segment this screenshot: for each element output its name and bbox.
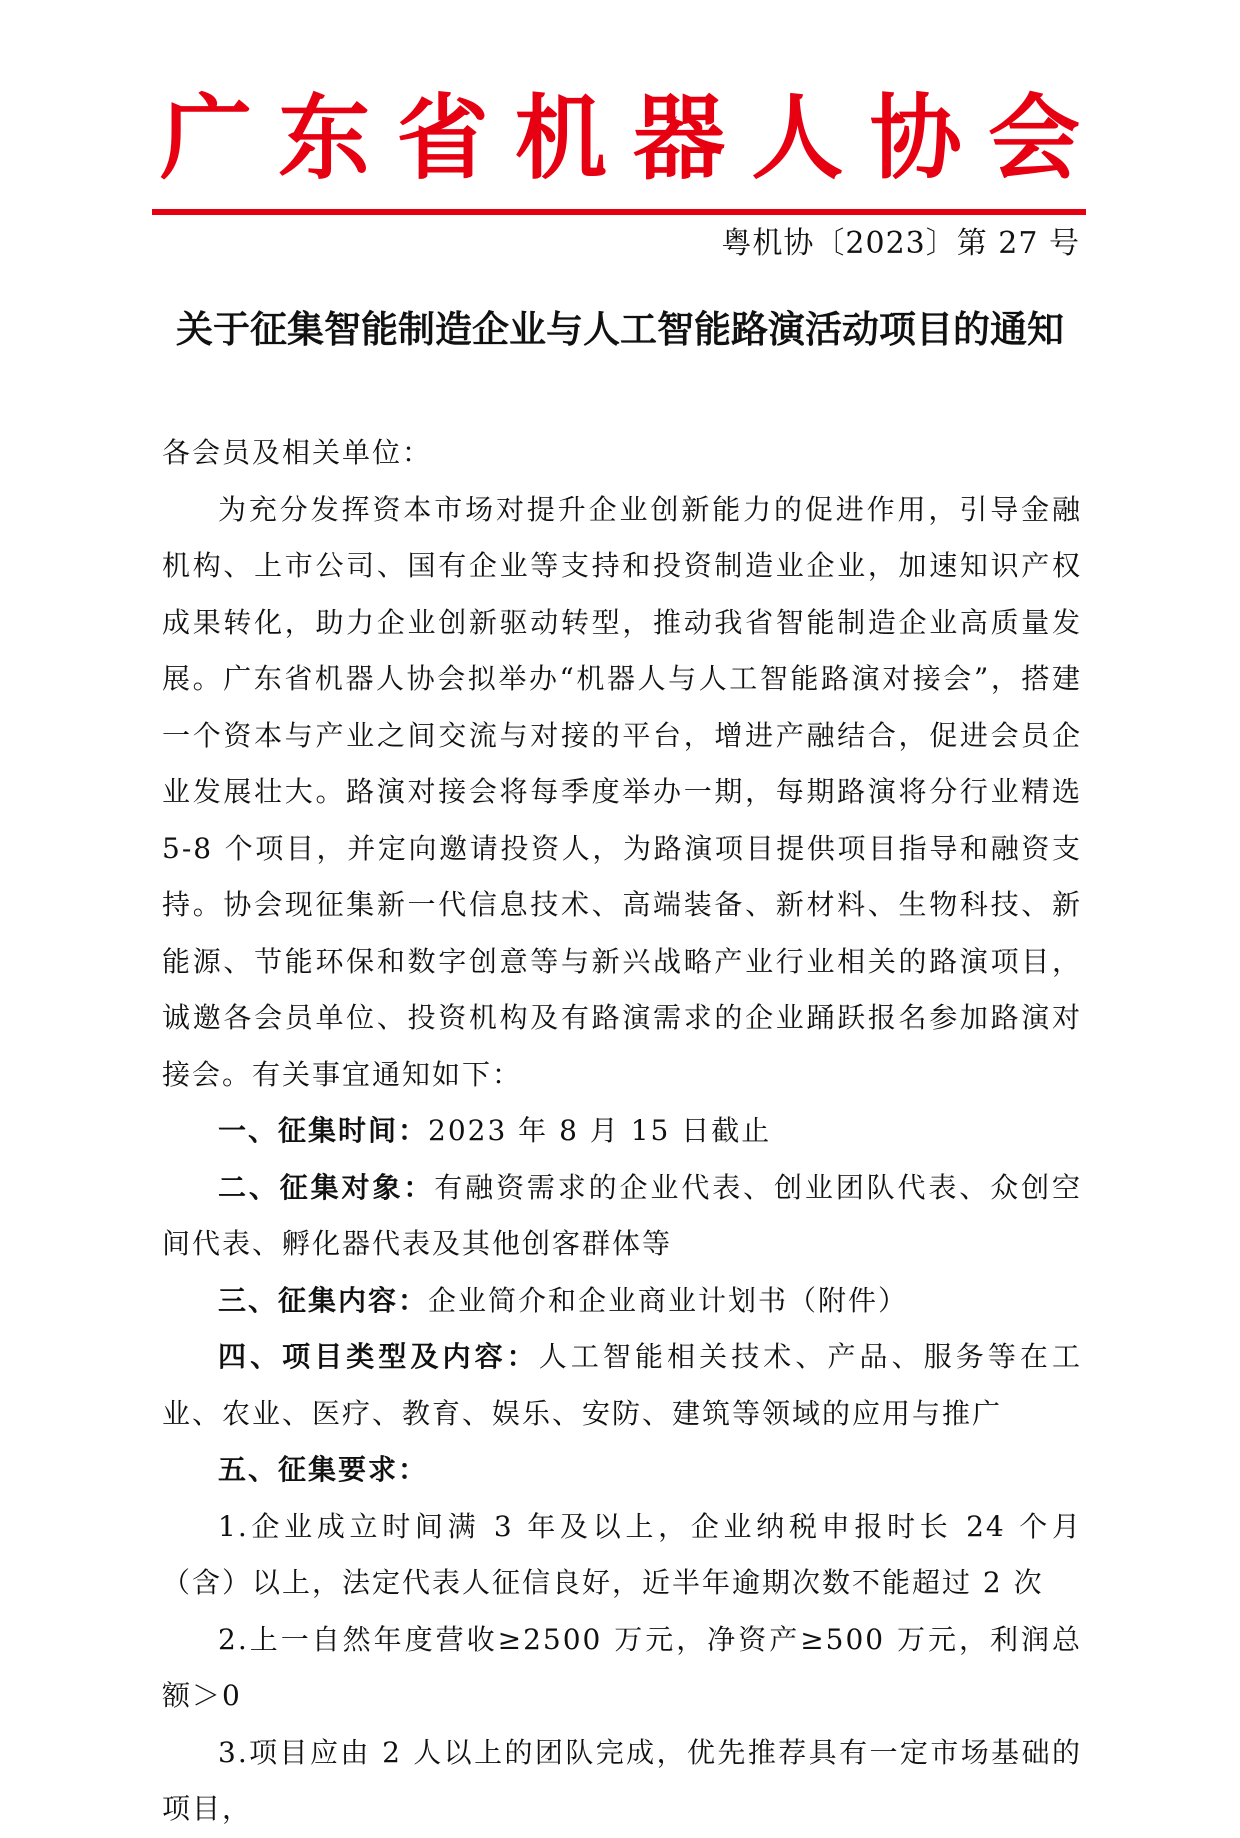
section-label: 三、征集内容： xyxy=(218,1283,429,1317)
letterhead-char: 广 xyxy=(160,85,253,192)
requirement-item: 2.上一自然年度营收≥2500 万元，净资产≥500 万元，利润总额＞0 xyxy=(162,1622,1082,1712)
section-label: 五、征集要求： xyxy=(218,1453,429,1486)
letterhead-char: 东 xyxy=(278,85,371,192)
section-label: 四、项目类型及内容： xyxy=(218,1340,539,1373)
requirement-item: 1.企业成立时间满 3 年及以上，企业纳税申报时长 24 个月（含）以上，法定代表人征信良好，近半年逾期次数不能超过 2 次 xyxy=(162,1509,1082,1599)
section-collection-content xyxy=(162,1273,1082,1330)
section-text: 2023 年 8 月 15 日截止 xyxy=(428,1114,772,1147)
letterhead-divider xyxy=(152,209,1086,215)
requirement-item: 3.项目应由 2 人以上的团队完成，优先推荐具有一定市场基础的项目， xyxy=(162,1735,1082,1825)
letterhead-char: 协 xyxy=(869,85,962,192)
salutation: 各会员及相关单位： xyxy=(162,436,433,469)
letterhead-char: 人 xyxy=(751,85,844,192)
section-project-type xyxy=(162,1329,1082,1442)
letterhead-title xyxy=(160,84,1080,194)
document-number: 粤机协〔2023〕第 27 号 xyxy=(721,226,1080,261)
section-requirements xyxy=(162,1442,1082,1499)
document-body xyxy=(162,425,1082,1838)
section-collection-time xyxy=(162,1103,1082,1160)
letterhead-char: 会 xyxy=(987,85,1080,192)
intro-paragraph: 为充分发挥资本市场对提升企业创新能力的促进作用，引导金融机构、上市公司、国有企业等支持和投资制造业企业，加速知识产权成果转化，助力企业创新驱动转型，推动我省智能制造企业高质量发展。广东省机器人协会拟举办“机器人与人工智能路演对接会”，搭建一个资本与产业之间交流与对接的平台，增进产融结合，促进会员企业发展壮大。路演对接会将每季度举办一期，每期路演将分行业精选 5-8 个项目，并定向邀请投资人，为路演项目提供项目指导和融资支持。协会现征集新一代信息技术、高端装备、新材料、生物科技、新能源、节能环保和数字创意等与新兴战略产业行业相关的路演项目，诚邀各会员单位、投资机构及有路演需求的企业踊跃报名参加路演对接会。有关事宜通知如下： xyxy=(162,492,1082,1091)
section-label: 一、征集时间： xyxy=(218,1114,429,1147)
section-label: 二、征集对象： xyxy=(218,1170,435,1204)
section-text: 企业简介和企业商业计划书（附件） xyxy=(428,1283,909,1317)
letterhead-char: 省 xyxy=(396,85,489,192)
letterhead-char: 机 xyxy=(514,85,607,192)
section-text: 人工智能相关技术、产品、服务等在工业、农业、医疗、教育、娱乐、安防、建筑等领域的应用与推广 xyxy=(162,1340,1082,1430)
document-title: 关于征集智能制造企业与人工智能路演活动项目的通知 xyxy=(176,308,1064,351)
section-collection-target xyxy=(162,1160,1082,1273)
letterhead-char: 器 xyxy=(633,85,726,192)
section-text: 有融资需求的企业代表、创业团队代表、众创空间代表、孵化器代表及其他创客群体等 xyxy=(162,1170,1082,1260)
